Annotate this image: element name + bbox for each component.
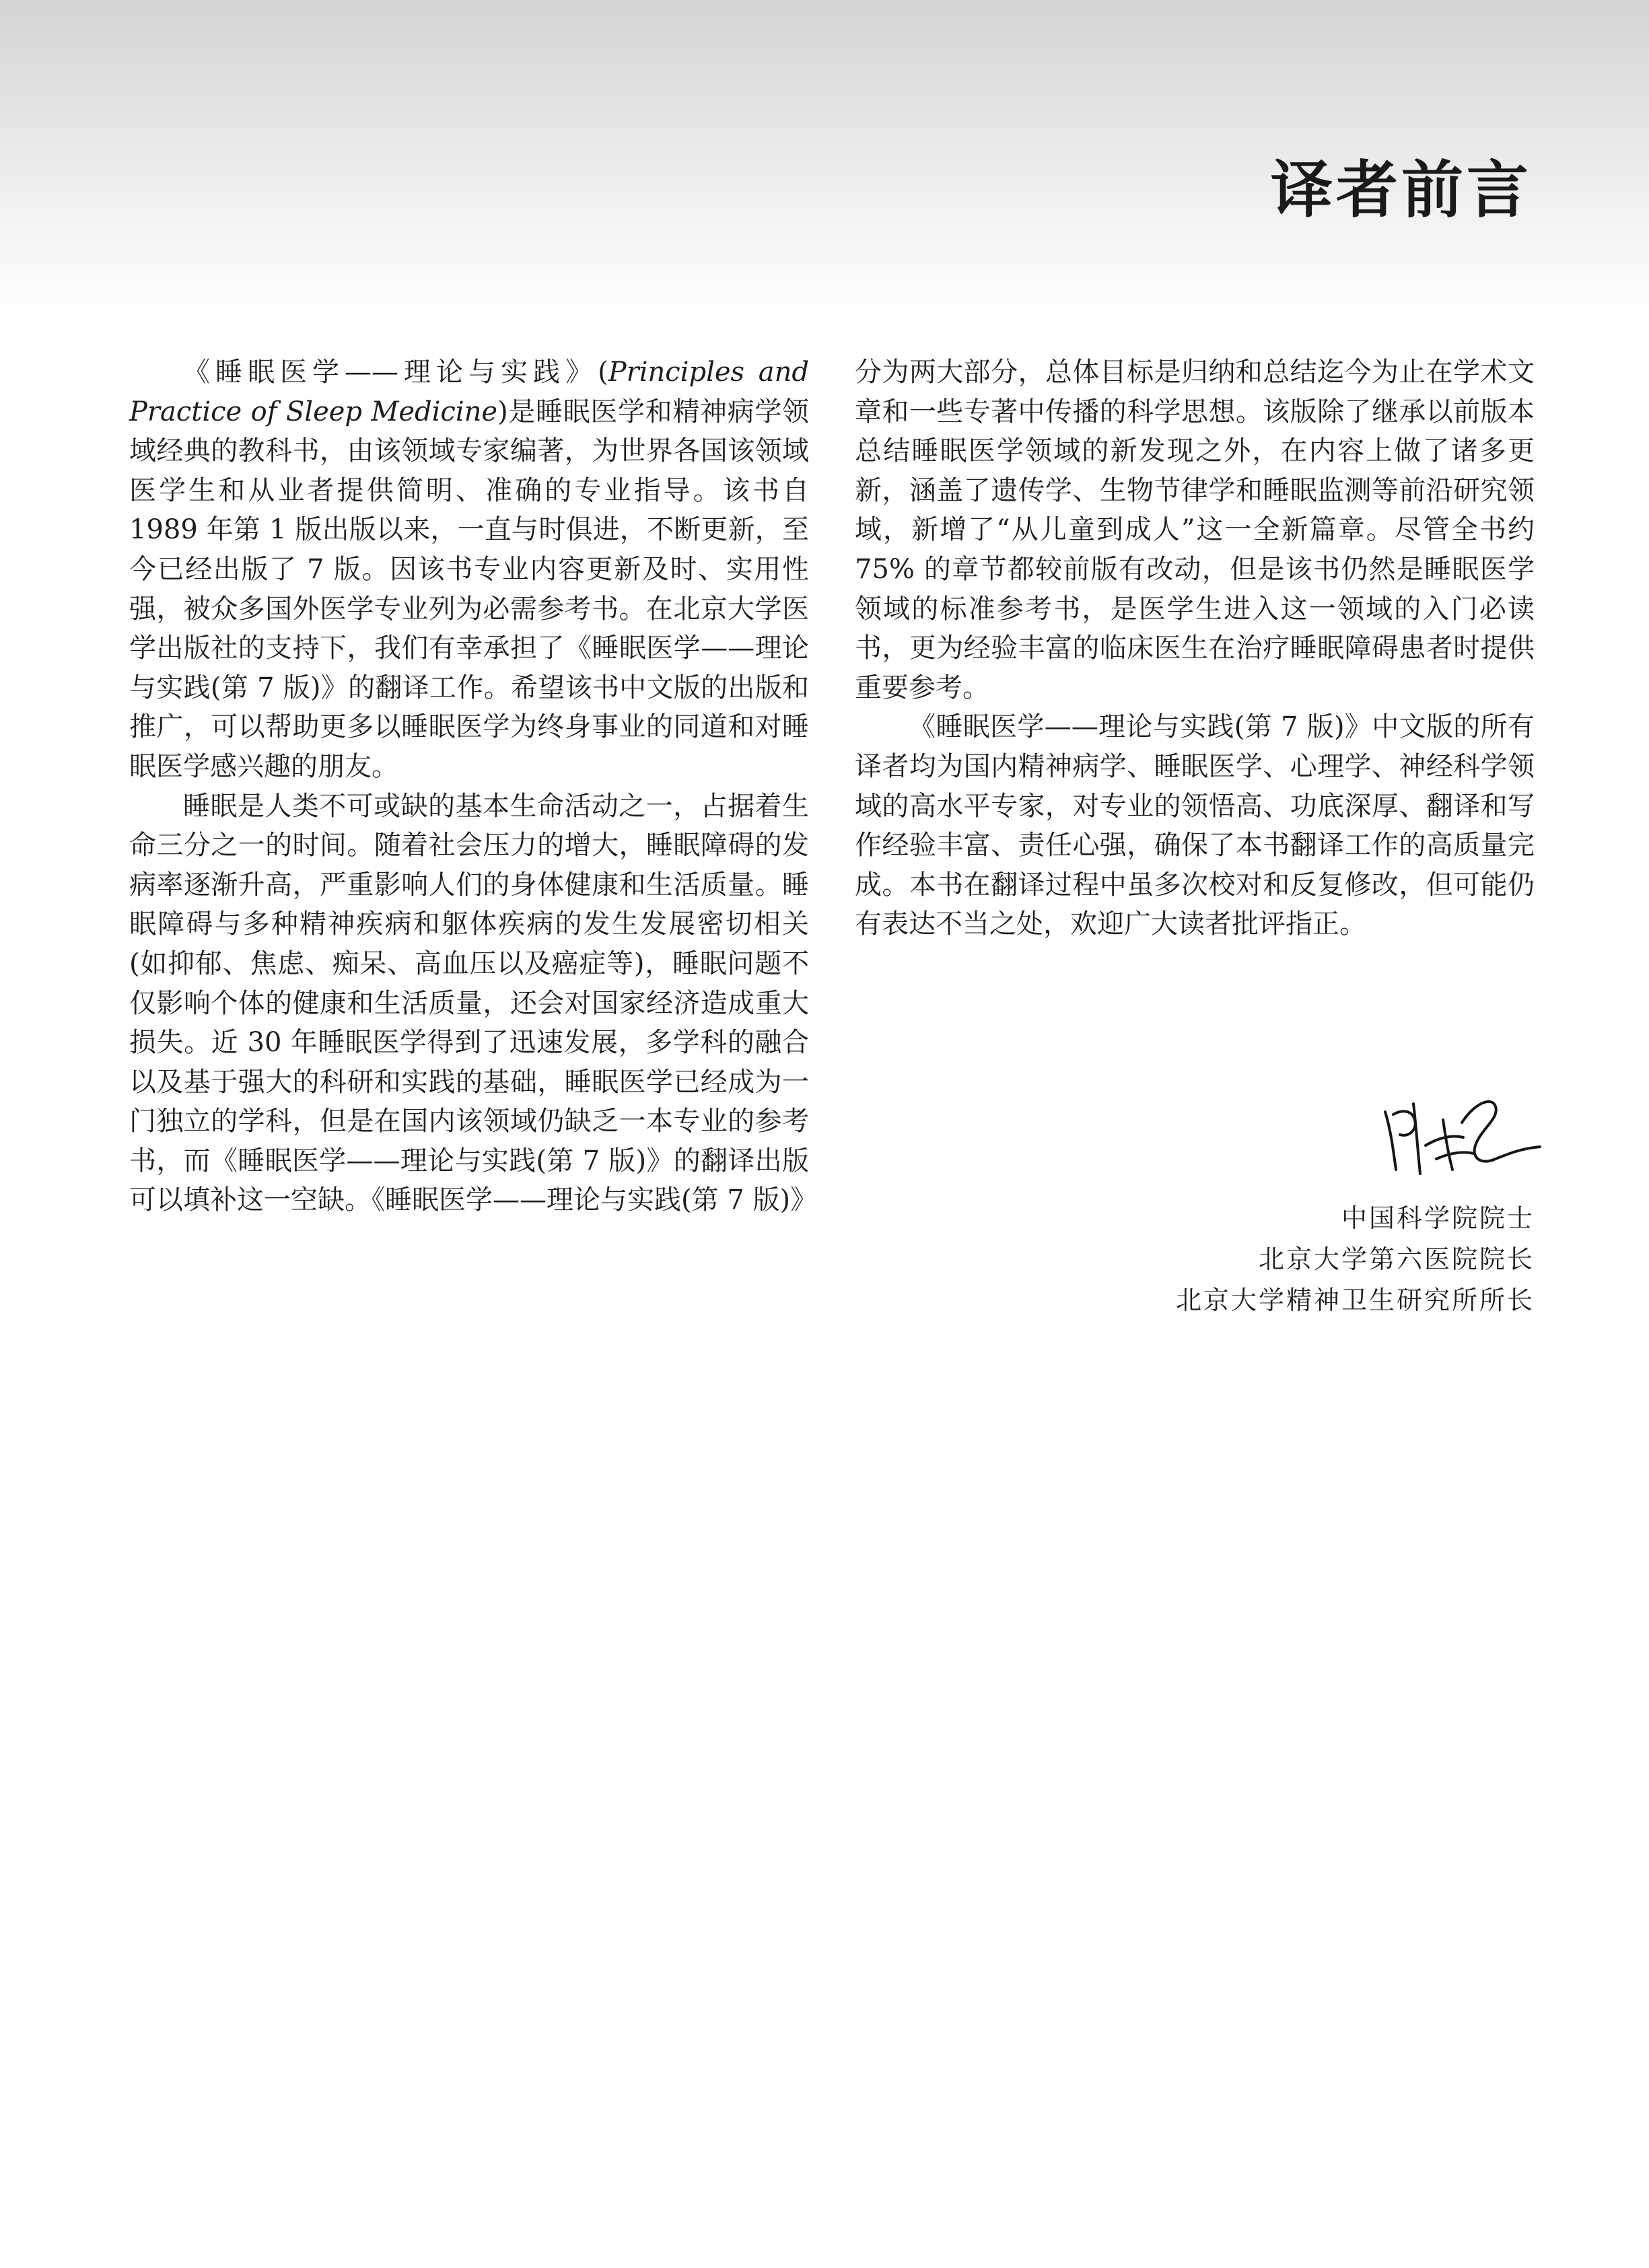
affiliation-line: 中国科学院院士 — [1341, 1203, 1535, 1233]
paragraph-sleep-importance-continued: 分为两大部分，总体目标是归纳和总结迄今为止在学术文章和一些专著中传播的科学思想。该版除了继承以前版本总结睡眠医学领域的新发现之外，在内容上做了诸多更新，涵盖了遗传学、生物节律学和睡眠监测等前沿研究领域，新增了“从儿童到成人”这一全新篇章。尽管全书约 75% 的章节都较前版有改动，但是该书仍然是睡眠医学领域的标准参考书，是医学生进入这一领域的入门必读书，更为经验丰富的临床医生在治疗睡眠障碍患者时提供重要参考。 — [855, 357, 1535, 703]
page-title: 译者前言 — [1270, 154, 1532, 226]
right-text-column — [855, 353, 1535, 944]
handwritten-signature — [1373, 1084, 1548, 1184]
left-text-column — [129, 353, 818, 1220]
paragraph-sleep-importance: 睡眠是人类不可或缺的基本生命活动之一，占据着生命三分之一的时间。随着社会压力的增大，睡眠障碍的发病率逐渐升高，严重影响人们的身体健康和生活质量。睡眠障碍与多种精神疾病和躯体疾病的发生发展密切相关(如抑郁、焦虑、痴呆、高血压以及癌症等)，睡眠问题不仅影响个体的健康和生活质量，还会对国家经济造成重大损失。近 30 年睡眠医学得到了迅速发展，多学科的融合以及基于强大的科研和实践的基础，睡眠医学已经成为一门独立的学科，但是在国内该领域仍缺乏一本专业的参考书，而《睡眠医学——理论与实践(第 7 版)》的翻译出版可以填补这一空缺。《睡眠医学——理论与实践(第 7 版)》 — [129, 790, 818, 1216]
intro-text-rest: )是睡眠医学和精神病学领域经典的教科书，由该领域专家编著，为世界各国该领域医学生和从业者提供简明、准确的专业指导。该书自1989 年第 1 版出版以来，一直与时俱进，不断更新，至今已经出版了 7 版。因该书专业内容更新及时、实用性强，被众多国外医学专业列为必需参考书。在北京大学医学出版社的支持下，我们有幸承担了《睡眠医学——理论与实践(第 7 版)》的翻译工作。希望该书中文版的出版和推广，可以帮助更多以睡眠医学为终身事业的同道和对睡眠医学感兴趣的朋友。 — [129, 396, 809, 782]
paragraph-translators: 《睡眠医学——理论与实践(第 7 版)》中文版的所有译者均为国内精神病学、睡眠医学、心理学、神经科学领域的高水平专家，对专业的领悟高、功底深厚、翻译和写作经验丰富、责任心强，确保了本书翻译工作的高质量完成。本书在翻译过程中虽多次校对和反复修改，但可能仍有表达不当之处，欢迎广大读者批评指正。 — [855, 711, 1535, 940]
affiliation-line: 北京大学精神卫生研究所所长 — [1175, 1285, 1535, 1315]
english-book-title: Principles and Practice of Sleep Medicine — [129, 357, 810, 427]
intro-text-start: 《睡眠医学——理论与实践》( — [183, 357, 608, 388]
affiliation-line: 北京大学第六医院院长 — [1258, 1244, 1535, 1274]
paragraph-introduction — [129, 353, 809, 787]
author-affiliations — [862, 1198, 1535, 1321]
